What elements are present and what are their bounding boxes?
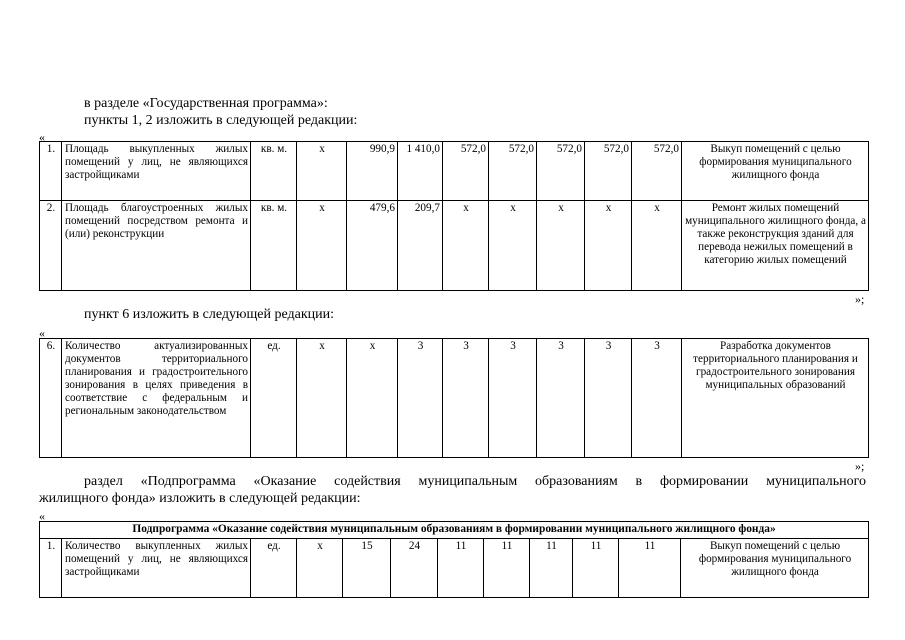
value-cell: х	[443, 201, 489, 291]
row-number: 1.	[40, 142, 62, 201]
unit-cell: кв. м.	[251, 142, 297, 201]
value-cell: х	[632, 201, 682, 291]
table-row	[40, 201, 869, 291]
value-cell: 15	[343, 539, 391, 598]
row-number: 2.	[40, 201, 62, 291]
description-cell: Выкуп помещений с целью формирования муниципального жилищного фонда	[682, 142, 869, 201]
description-cell: Разработка документов территориального планирования и градостроительного зонирования муниципальных образований	[682, 339, 869, 458]
value-cell: х	[297, 142, 347, 201]
value-cell: х	[585, 201, 632, 291]
table-row	[40, 142, 869, 201]
value-cell: 209,7	[398, 201, 443, 291]
value-cell: 479,6	[347, 201, 398, 291]
value-cell: 572,0	[632, 142, 682, 201]
table-header-row	[40, 522, 869, 539]
row-number: 6.	[40, 339, 62, 458]
value-cell: х	[489, 201, 537, 291]
table-row	[40, 539, 869, 598]
value-cell: х	[297, 539, 343, 598]
description-cell: Выкуп помещений с целью формирования муниципального жилищного фонда	[681, 539, 869, 598]
quote-open: «	[39, 326, 45, 340]
value-cell: 572,0	[443, 142, 489, 201]
value-cell: 3	[585, 339, 632, 458]
indicator-name: Количество выкупленных жилых помещений у лиц, не являющихся застройщиками	[62, 539, 251, 598]
table-3	[39, 521, 869, 598]
table-2	[39, 338, 869, 458]
quote-open: «	[39, 509, 45, 523]
value-cell: х	[347, 339, 398, 458]
value-cell: 990,9	[347, 142, 398, 201]
value-cell: 11	[484, 539, 530, 598]
value-cell: 24	[391, 539, 438, 598]
value-cell: 11	[619, 539, 681, 598]
indicator-name: Количество актуализированных документов территориального планирования и градостроительного зонирования в целях приведения в соответствие с федеральным и региональным законодательством	[62, 339, 251, 458]
table-row	[40, 339, 869, 458]
value-cell: х	[297, 339, 347, 458]
subprogram-header: Подпрограмма «Оказание содействия муниципальным образованиям в формировании муниципального жилищного фонда»	[40, 522, 869, 539]
table-1	[39, 141, 869, 291]
value-cell: 1 410,0	[398, 142, 443, 201]
quote-close: »;	[855, 459, 865, 473]
value-cell: 11	[438, 539, 484, 598]
value-cell: 572,0	[489, 142, 537, 201]
value-cell: 3	[632, 339, 682, 458]
section-3-line-1: раздел «Подпрограмма «Оказание содействия муниципальным образованиям в формировании муниципального	[84, 474, 866, 489]
unit-cell: ед.	[251, 539, 297, 598]
indicator-name: Площадь благоустроенных жилых помещений посредством ремонта и (или) реконструкции	[62, 201, 251, 291]
row-number: 1.	[40, 539, 62, 598]
intro-line-1: в разделе «Государственная программа»:	[84, 96, 328, 111]
intro-line-2: пункты 1, 2 изложить в следующей редакции:	[84, 113, 358, 128]
quote-open: «	[39, 130, 45, 144]
value-cell: 11	[573, 539, 619, 598]
value-cell: х	[537, 201, 585, 291]
value-cell: 572,0	[585, 142, 632, 201]
value-cell: 3	[398, 339, 443, 458]
value-cell: 3	[443, 339, 489, 458]
section-3-line-2: жилищного фонда» изложить в следующей редакции:	[39, 491, 361, 506]
value-cell: 3	[489, 339, 537, 458]
unit-cell: кв. м.	[251, 201, 297, 291]
value-cell: 572,0	[537, 142, 585, 201]
value-cell: 3	[537, 339, 585, 458]
unit-cell: ед.	[251, 339, 297, 458]
description-cell: Ремонт жилых помещений муниципального жилищного фонда, а также реконструкция зданий для перевода нежилых помещений в категорию жилых помещений	[682, 201, 869, 291]
section-2-heading: пункт 6 изложить в следующей редакции:	[84, 307, 334, 322]
indicator-name: Площадь выкупленных жилых помещений у лиц, не являющихся застройщиками	[62, 142, 251, 201]
value-cell: 11	[530, 539, 573, 598]
value-cell: х	[297, 201, 347, 291]
quote-close: »;	[855, 292, 865, 306]
